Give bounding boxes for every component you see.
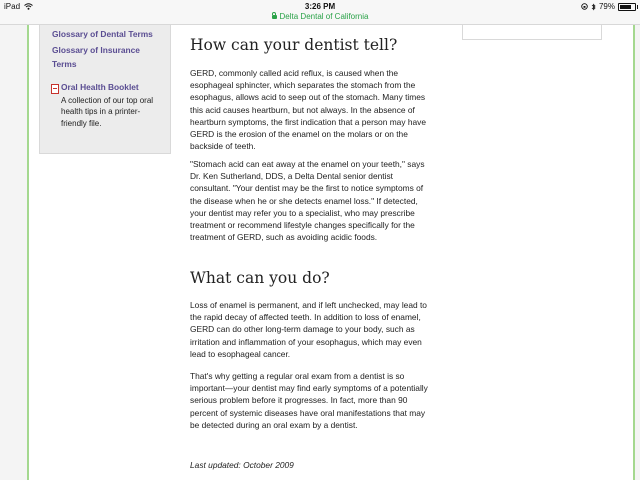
battery-icon [618,3,636,11]
clock: 3:26 PM [304,2,336,11]
sidebar [39,25,171,154]
web-page [0,25,640,480]
sidebar-link-dental-glossary[interactable]: Glossary of Dental Terms [52,29,153,39]
last-updated: Last updated: October 2009 [190,460,294,470]
device-label: iPad [4,2,21,11]
address-bar[interactable] [0,12,640,21]
bluetooth-icon [591,3,596,11]
sidebar-link-insurance-glossary[interactable]: Glossary of Insurance Terms [52,45,140,69]
right-panel [462,25,602,40]
orientation-lock-icon [581,3,588,10]
heading-what-can-you-do: What can you do? [190,269,330,287]
pdf-icon [51,84,59,94]
paragraph-2: "Stomach acid can eat away at the enamel on your teeth," says Dr. Ken Sutherland, DDS, a Delta Dental senior dentist consultant. "Your dentist may be the first to notice symptoms of the disease when he or she detects enamel loss." If detected, your dentist may refer you to a specialist, who may prescribe treatment or recommend lifestyle changes specifically for the treatment of GERD, such as avoiding acidic foods. [190,159,425,243]
sidebar-link-oral-health-booklet[interactable]: Oral Health Booklet [61,82,139,92]
paragraph-1: GERD, commonly called acid reflux, is caused when the esophageal sphincter, which separates the stomach from the esophagus, allows acid to seep out of the stomach. Many times this acid causes heartburn, but not always. In the absence of heartburn symptoms, the first indication that a person may have GERD is the erosion of the enamel on the molars or on the backside of teeth. [190,68,427,152]
status-right [581,2,636,11]
heading-how-can-dentist-tell: How can your dentist tell? [190,36,398,54]
battery-percent: 79% [598,2,615,11]
booklet-description: A collection of our top oral health tips in a printer-friendly file. [61,96,154,128]
paragraph-4: That's why getting a regular oral exam from a dentist is so important—your dentist may find early symptoms of a potentially serious problem before it progresses. In fact, more than 90 percent of systemic diseases have oral manifestations that may be detected during an oral exam by a dentist. [190,371,428,430]
paragraph-3: Loss of enamel is permanent, and if left unchecked, may lead to the rapid decay of affected teeth. In addition to loss of enamel, GERD can do other long-term damage to your body, such as irritation and inflammation of your esophagus, which may even lead to esophageal cancer. [190,300,427,359]
site-name: Delta Dental of California [279,12,369,21]
battery-level [620,5,631,9]
lock-icon [272,15,277,19]
status-bar [0,0,640,25]
